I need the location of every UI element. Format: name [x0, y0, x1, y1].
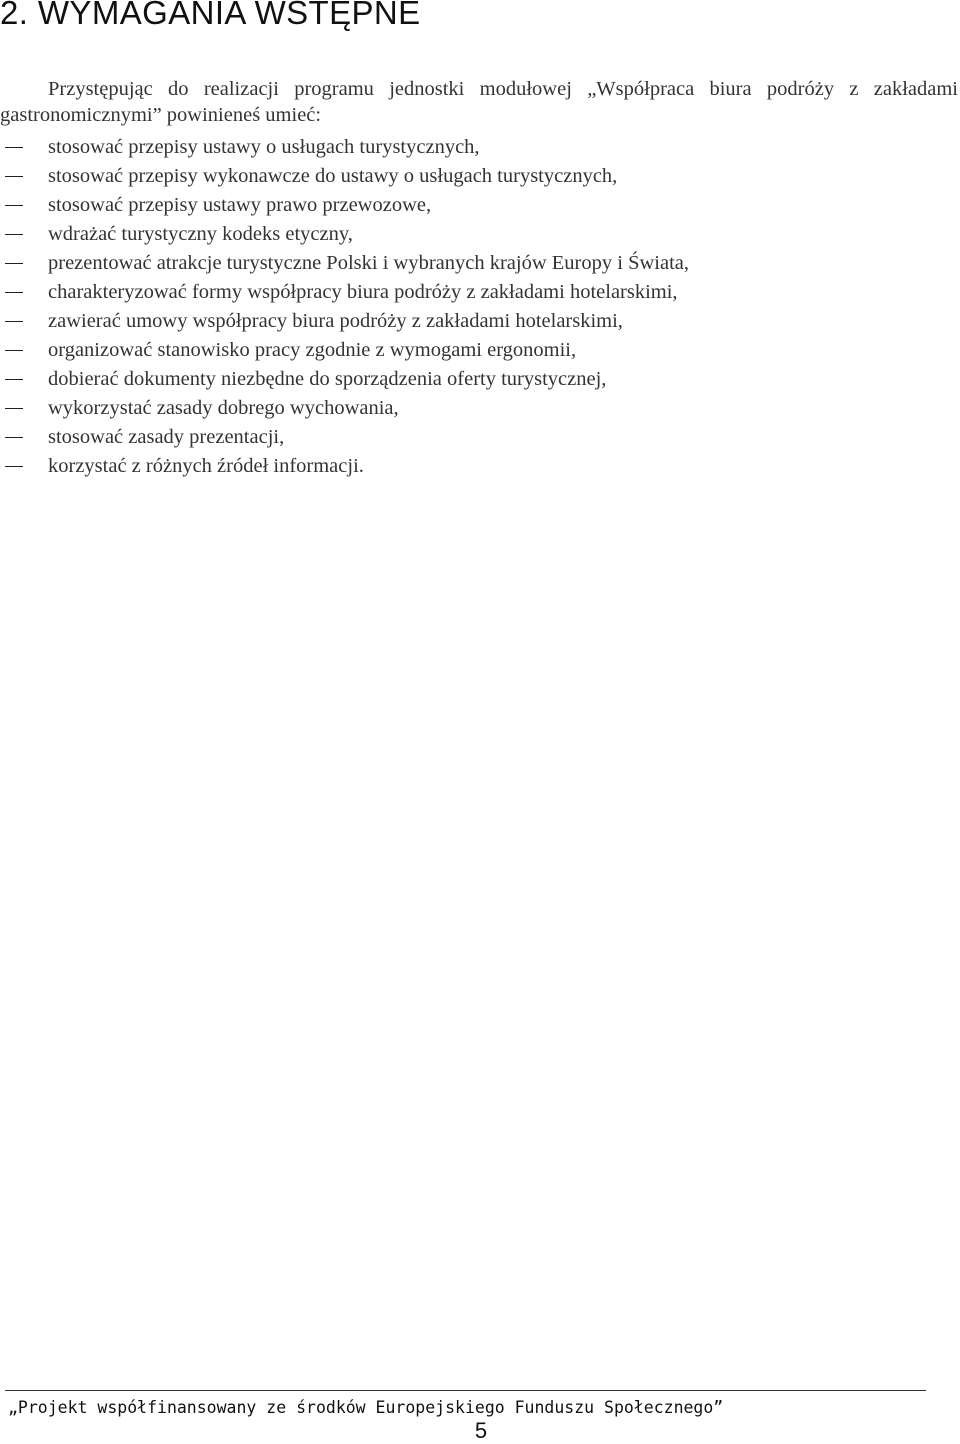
intro-paragraph: Przystępując do realizacji programu jednostki modułowej „Współpraca biura podróży z zakładami gastronomicznymi” powinieneś umieć: [0, 78, 958, 126]
dash-bullet-icon [5, 263, 23, 264]
list-item-text: korzystać z różnych źródeł informacji. [48, 455, 364, 477]
dash-bullet-icon [5, 408, 23, 409]
list-item [0, 423, 689, 452]
list-item [0, 278, 689, 307]
page-number: 5 [474, 1418, 488, 1443]
list-item-text: dobierać dokumenty niezbędne do sporządzenia oferty turystycznej, [48, 368, 607, 390]
dash-bullet-icon [5, 147, 23, 148]
list-item [0, 133, 689, 162]
list-item [0, 394, 689, 423]
list-item [0, 365, 689, 394]
list-item-text: wykorzystać zasady dobrego wychowania, [48, 397, 399, 419]
dash-bullet-icon [5, 176, 23, 177]
list-item-text: organizować stanowisko pracy zgodnie z wymogami ergonomii, [48, 339, 577, 361]
dash-bullet-icon [5, 466, 23, 467]
list-item [0, 452, 689, 481]
footer-funding-note: „Projekt współfinansowany ze środków Europejskiego Funduszu Społecznego” [8, 1398, 724, 1417]
list-item-text: prezentować atrakcje turystyczne Polski i wybranych krajów Europy i Świata, [48, 252, 689, 274]
list-item-text: wdrażać turystyczny kodeks etyczny, [48, 223, 353, 245]
list-item-text: zawierać umowy współpracy biura podróży z zakładami hotelarskimi, [48, 310, 623, 332]
list-item [0, 336, 689, 365]
dash-bullet-icon [5, 321, 23, 322]
footer-divider [5, 1390, 926, 1391]
requirements-list [0, 133, 689, 481]
section-heading: 2. WYMAGANIA WSTĘPNE [0, 0, 421, 31]
dash-bullet-icon [5, 437, 23, 438]
list-item-text: stosować przepisy ustawy o usługach turystycznych, [48, 136, 480, 158]
list-item [0, 249, 689, 278]
list-item-text: charakteryzować formy współpracy biura podróży z zakładami hotelarskimi, [48, 281, 678, 303]
dash-bullet-icon [5, 292, 23, 293]
list-item [0, 191, 689, 220]
list-item-text: stosować przepisy wykonawcze do ustawy o usługach turystycznych, [48, 165, 618, 187]
list-item [0, 162, 689, 191]
list-item-text: stosować zasady prezentacji, [48, 426, 285, 448]
dash-bullet-icon [5, 205, 23, 206]
dash-bullet-icon [5, 234, 23, 235]
dash-bullet-icon [5, 379, 23, 380]
dash-bullet-icon [5, 350, 23, 351]
list-item [0, 307, 689, 336]
list-item-text: stosować przepisy ustawy prawo przewozowe, [48, 194, 432, 216]
list-item [0, 220, 689, 249]
